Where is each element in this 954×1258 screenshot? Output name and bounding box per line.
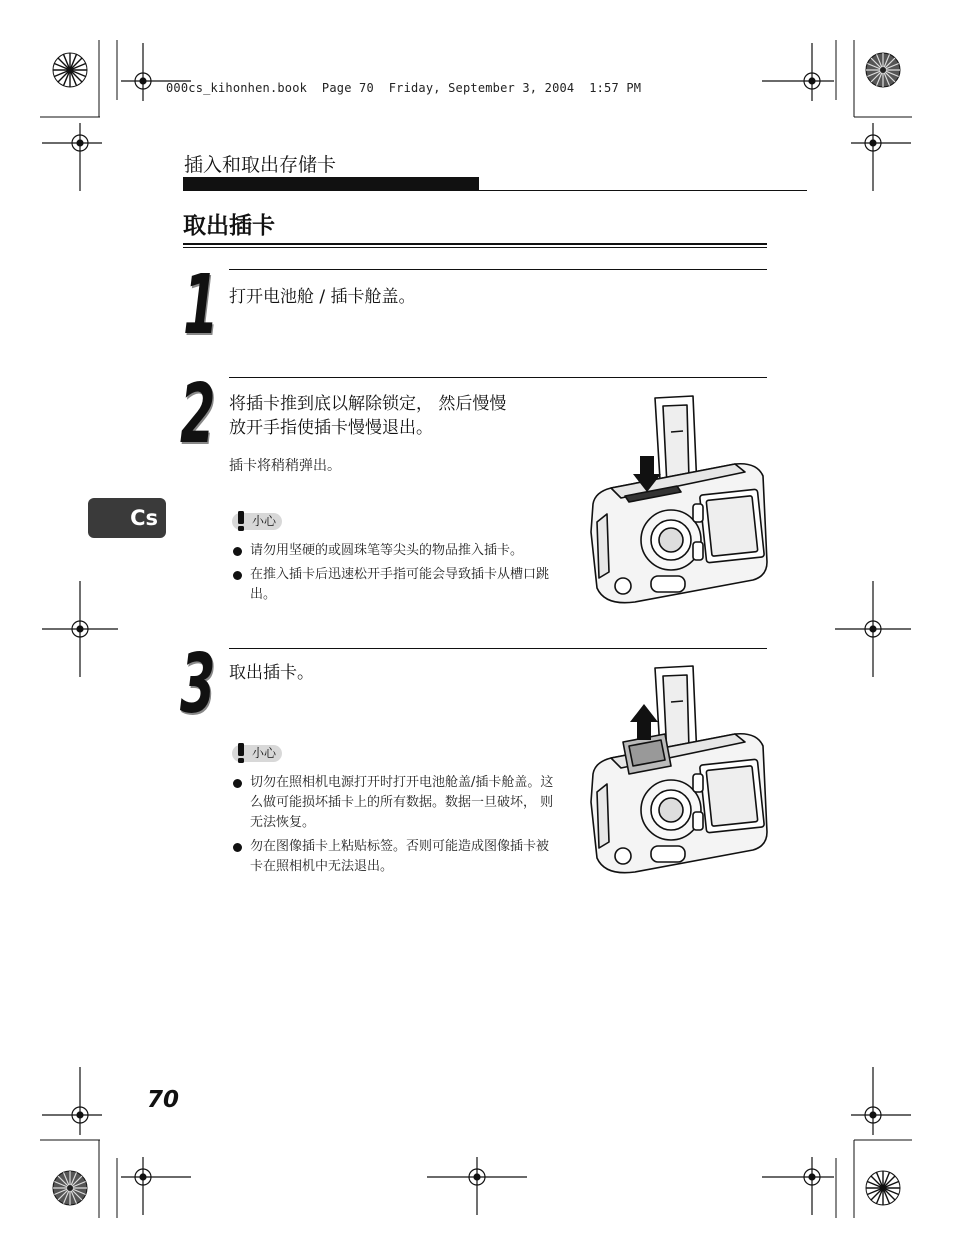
starburst-icon	[53, 53, 900, 1205]
list-item: 在推入插卡后迅速松开手指可能会导致插卡从槽口跳出。	[230, 565, 555, 605]
list-item: 切勿在照相机电源打开时打开电池舱盖/插卡舱盖。这么做可能损坏插卡上的所有数据。数据一旦破坏， 则无法恢复。	[230, 773, 555, 833]
step-3-rule	[229, 648, 767, 649]
heading-rule-thin	[183, 247, 767, 248]
exclamation-icon	[234, 510, 248, 532]
step-2-caution-badge	[232, 511, 282, 531]
language-tab: Cs	[88, 498, 166, 538]
print-header: 000cs_kihonhen.book Page 70 Friday, September 3, 2004 1:57 PM	[166, 81, 642, 95]
step-1-number: 1	[183, 258, 219, 353]
camera-illustration-remove	[585, 662, 770, 877]
list-item: 请勿用坚硬的或圆珠笔等尖头的物品推入插卡。	[230, 541, 555, 561]
heading-rule	[183, 243, 767, 245]
arrow-up-icon	[630, 704, 658, 740]
step-3-caution-label: 小心	[252, 745, 277, 760]
step-2-caution-label: 小心	[252, 513, 277, 528]
list-item: 勿在图像插卡上粘贴标签。否则可能造成图像插卡被卡在照相机中无法退出。	[230, 837, 555, 877]
step-3-number: 3	[180, 637, 216, 732]
exclamation-icon	[234, 742, 248, 764]
step-2-caution-list	[230, 541, 555, 609]
section-rule	[479, 190, 807, 191]
step-2-instruction-line-1: 将插卡推到底以解除锁定， 然后慢慢	[229, 394, 507, 414]
step-2-instruction	[229, 392, 569, 440]
section-title: 插入和取出存储卡	[184, 154, 337, 176]
crosshair-icon	[42, 43, 911, 1215]
page-heading: 取出插卡	[183, 213, 275, 239]
step-2-rule	[229, 377, 767, 378]
step-3-instruction: 取出插卡。	[229, 663, 314, 683]
step-2-note: 插卡将稍稍弹出。	[229, 458, 341, 474]
step-3-caution-badge	[232, 743, 282, 763]
page-number: 70	[147, 1087, 180, 1113]
step-1-instruction: 打开电池舱 / 插卡舱盖。	[229, 287, 416, 307]
step-3-caution-list	[230, 773, 555, 881]
section-bar	[183, 177, 479, 191]
step-2-number: 2	[180, 367, 216, 462]
step-2-instruction-line-2: 放开手指使插卡慢慢退出。	[229, 418, 433, 438]
camera-illustration-push	[585, 392, 770, 607]
step-1-rule	[229, 269, 767, 270]
